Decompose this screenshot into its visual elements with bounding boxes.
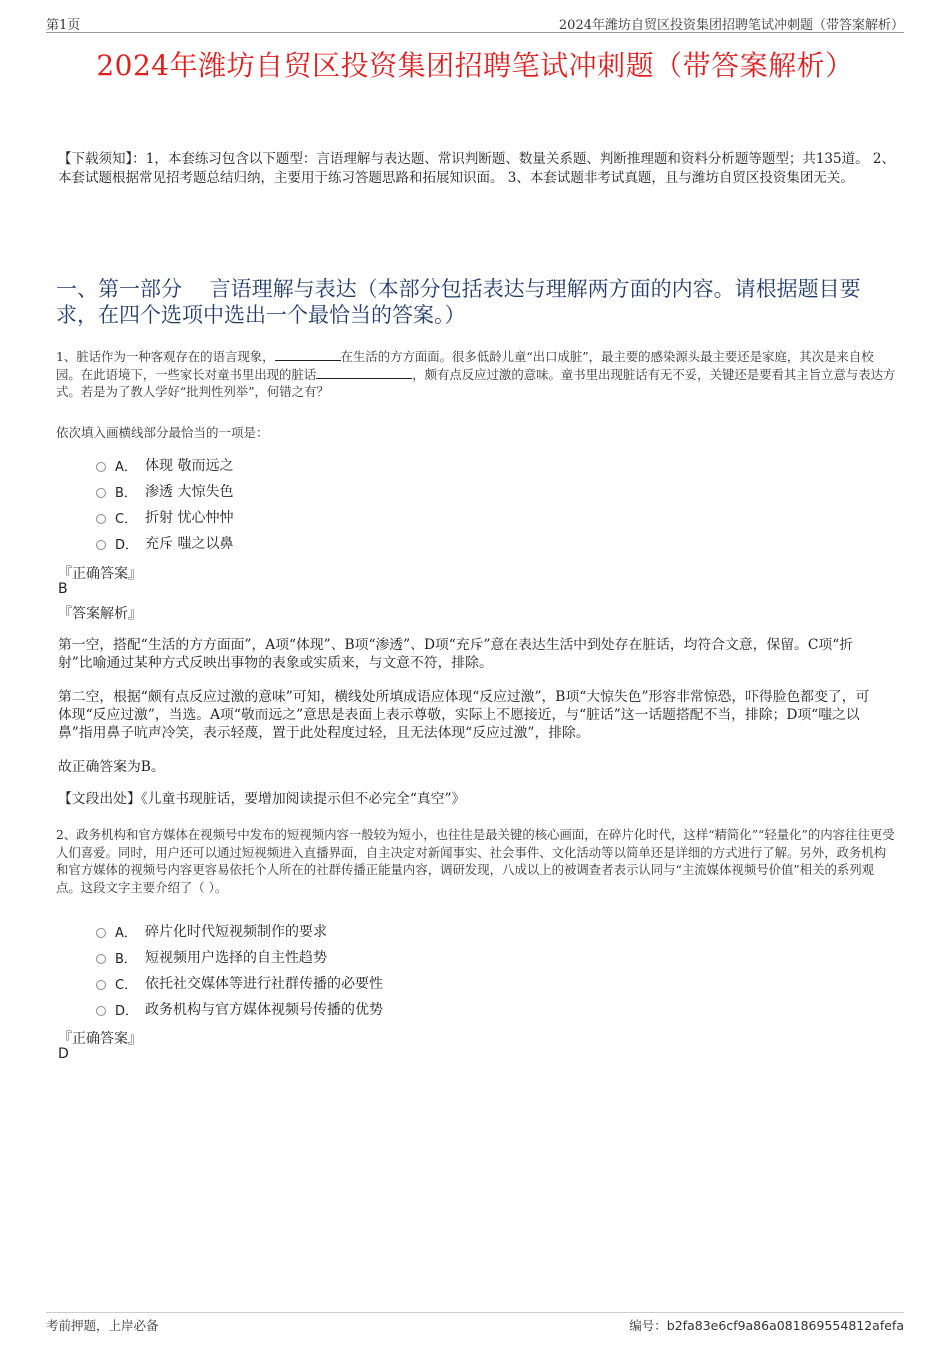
analysis-paragraph: 第一空，搭配“生活的方方面面”，A项“体现”、B项“渗透”、D项“充斥”意在表达生活中到处存在脏话，均符合文意，保留。C项“折射”比喻通过某种方式反映出事物的表象或实质来，与文意不符，排除。 xyxy=(58,637,854,671)
header-doc-title: 2024年潍坊自贸区投资集团招聘笔试冲刺题（带答案解析） xyxy=(558,18,904,33)
document-title: 2024年潍坊自贸区投资集团招聘笔试冲刺题（带答案解析） xyxy=(96,49,854,82)
radio-icon[interactable] xyxy=(96,954,106,964)
question-1-options xyxy=(96,452,233,556)
option-d[interactable]: D． 政务机构与官方媒体视频号传播的优势 xyxy=(96,996,383,1022)
blank-1 xyxy=(275,348,341,361)
option-a[interactable]: A． 碎片化时代短视频制作的要求 xyxy=(96,918,383,944)
answer-label: 『正确答案』 xyxy=(58,566,142,582)
radio-icon[interactable] xyxy=(96,488,106,498)
radio-icon[interactable] xyxy=(96,928,106,938)
answer-label: 『正确答案』 xyxy=(58,1031,142,1047)
option-b[interactable]: B． 渗透 大惊失色 xyxy=(96,478,233,504)
section-heading: 一、第一部分 言语理解与表达（本部分包括表达与理解两方面的内容。请根据题目要求，在四个选项中选出一个最恰当的答案。） xyxy=(56,277,861,327)
radio-icon[interactable] xyxy=(96,1006,106,1016)
question-1-text: 1、脏话作为一种客观存在的语言现象， 在生活的方方面面。很多低龄儿童“出口成脏”，最主要的感染源头最主要还是家庭，其次是来自校园。在此语境下，一些家长对童书里出现的脏话 ，颇有点反应过激的意味。童书里出现脏话有无不妥，关键还是要看其主旨立意与表达方式。若是为了教人学好“批判性列举”，何错之有？ xyxy=(56,349,896,399)
answer-value: B xyxy=(58,581,68,597)
option-c[interactable]: C． 依托社交媒体等进行社群传播的必要性 xyxy=(96,970,383,996)
page-header xyxy=(46,14,904,33)
analysis-paragraph: 第二空，根据“颇有点反应过激的意味”可知，横线处所填成语应体现“反应过激”，B项“大惊失色”形容非常惊恐，吓得脸色都变了，可体现“反应过激”，当选。A项“敬而远之”意思是表面上表示尊敬，实际上不愿接近，与“脏话”这一话题搭配不当，排除；D项“嗤之以鼻”指用鼻子吭声冷笑，表示轻蔑，置于此处程度过轻，且无法体现“反应过激”，排除。 xyxy=(58,689,870,741)
source-citation: 【文段出处】《儿童书现脏话，要增加阅读提示但不必完全“真空”》 xyxy=(58,791,466,807)
radio-icon[interactable] xyxy=(96,540,106,550)
page-footer xyxy=(46,1312,904,1333)
footer-slogan: 考前押题，上岸必备 xyxy=(46,1318,159,1333)
radio-icon[interactable] xyxy=(96,514,106,524)
download-notice: 【下载须知】：1，本套练习包含以下题型：言语理解与表达题、常识判断题、数量关系题、判断推理题和资料分析题等题型；共135道。 2、本套试题根据常见招考题总结归纳，主要用于练习答题思路和拓展知识面。 3、本套试题非考试真题，且与潍坊自贸区投资集团无关。 xyxy=(58,151,895,186)
option-c[interactable]: C． 折射 忧心忡忡 xyxy=(96,504,233,530)
page-number: 第1页 xyxy=(46,18,81,33)
option-b[interactable]: B． 短视频用户选择的自主性趋势 xyxy=(96,944,383,970)
answer-value: D xyxy=(58,1046,69,1062)
option-d[interactable]: D． 充斥 嗤之以鼻 xyxy=(96,530,233,556)
analysis-conclusion: 故正确答案为B。 xyxy=(58,759,165,775)
blank-2 xyxy=(316,366,412,379)
question-2-options xyxy=(96,918,383,1022)
radio-icon[interactable] xyxy=(96,980,106,990)
question-2-text: 2、政务机构和官方媒体在视频号中发布的短视频内容一般较为短小，也往往是最关键的核心画面，在碎片化时代，这样“精简化”“轻量化”的内容往往更受人们喜爱。同时，用户还可以通过短视频进入直播界面，自主决定对新闻事实、社会事件、文化活动等以简单还是详细的方式进行了解。另外，政务机构和官方媒体的视频号内容更容易依托个人所在的社群传播正能量内容，调研发现，八成以上的被调查者表示认同与“主流媒体视频号价值”相关的系列观点。这段文字主要介绍了（ ）。 xyxy=(56,827,895,895)
question-1-prompt: 依次填入画横线部分最恰当的一项是： xyxy=(56,425,269,440)
radio-icon[interactable] xyxy=(96,462,106,472)
footer-doc-id: 编号：b2fa83e6cf9a86a081869554812afefa xyxy=(629,1318,904,1333)
analysis-label: 『答案解析』 xyxy=(58,606,142,622)
option-a[interactable]: A． 体现 敬而远之 xyxy=(96,452,233,478)
